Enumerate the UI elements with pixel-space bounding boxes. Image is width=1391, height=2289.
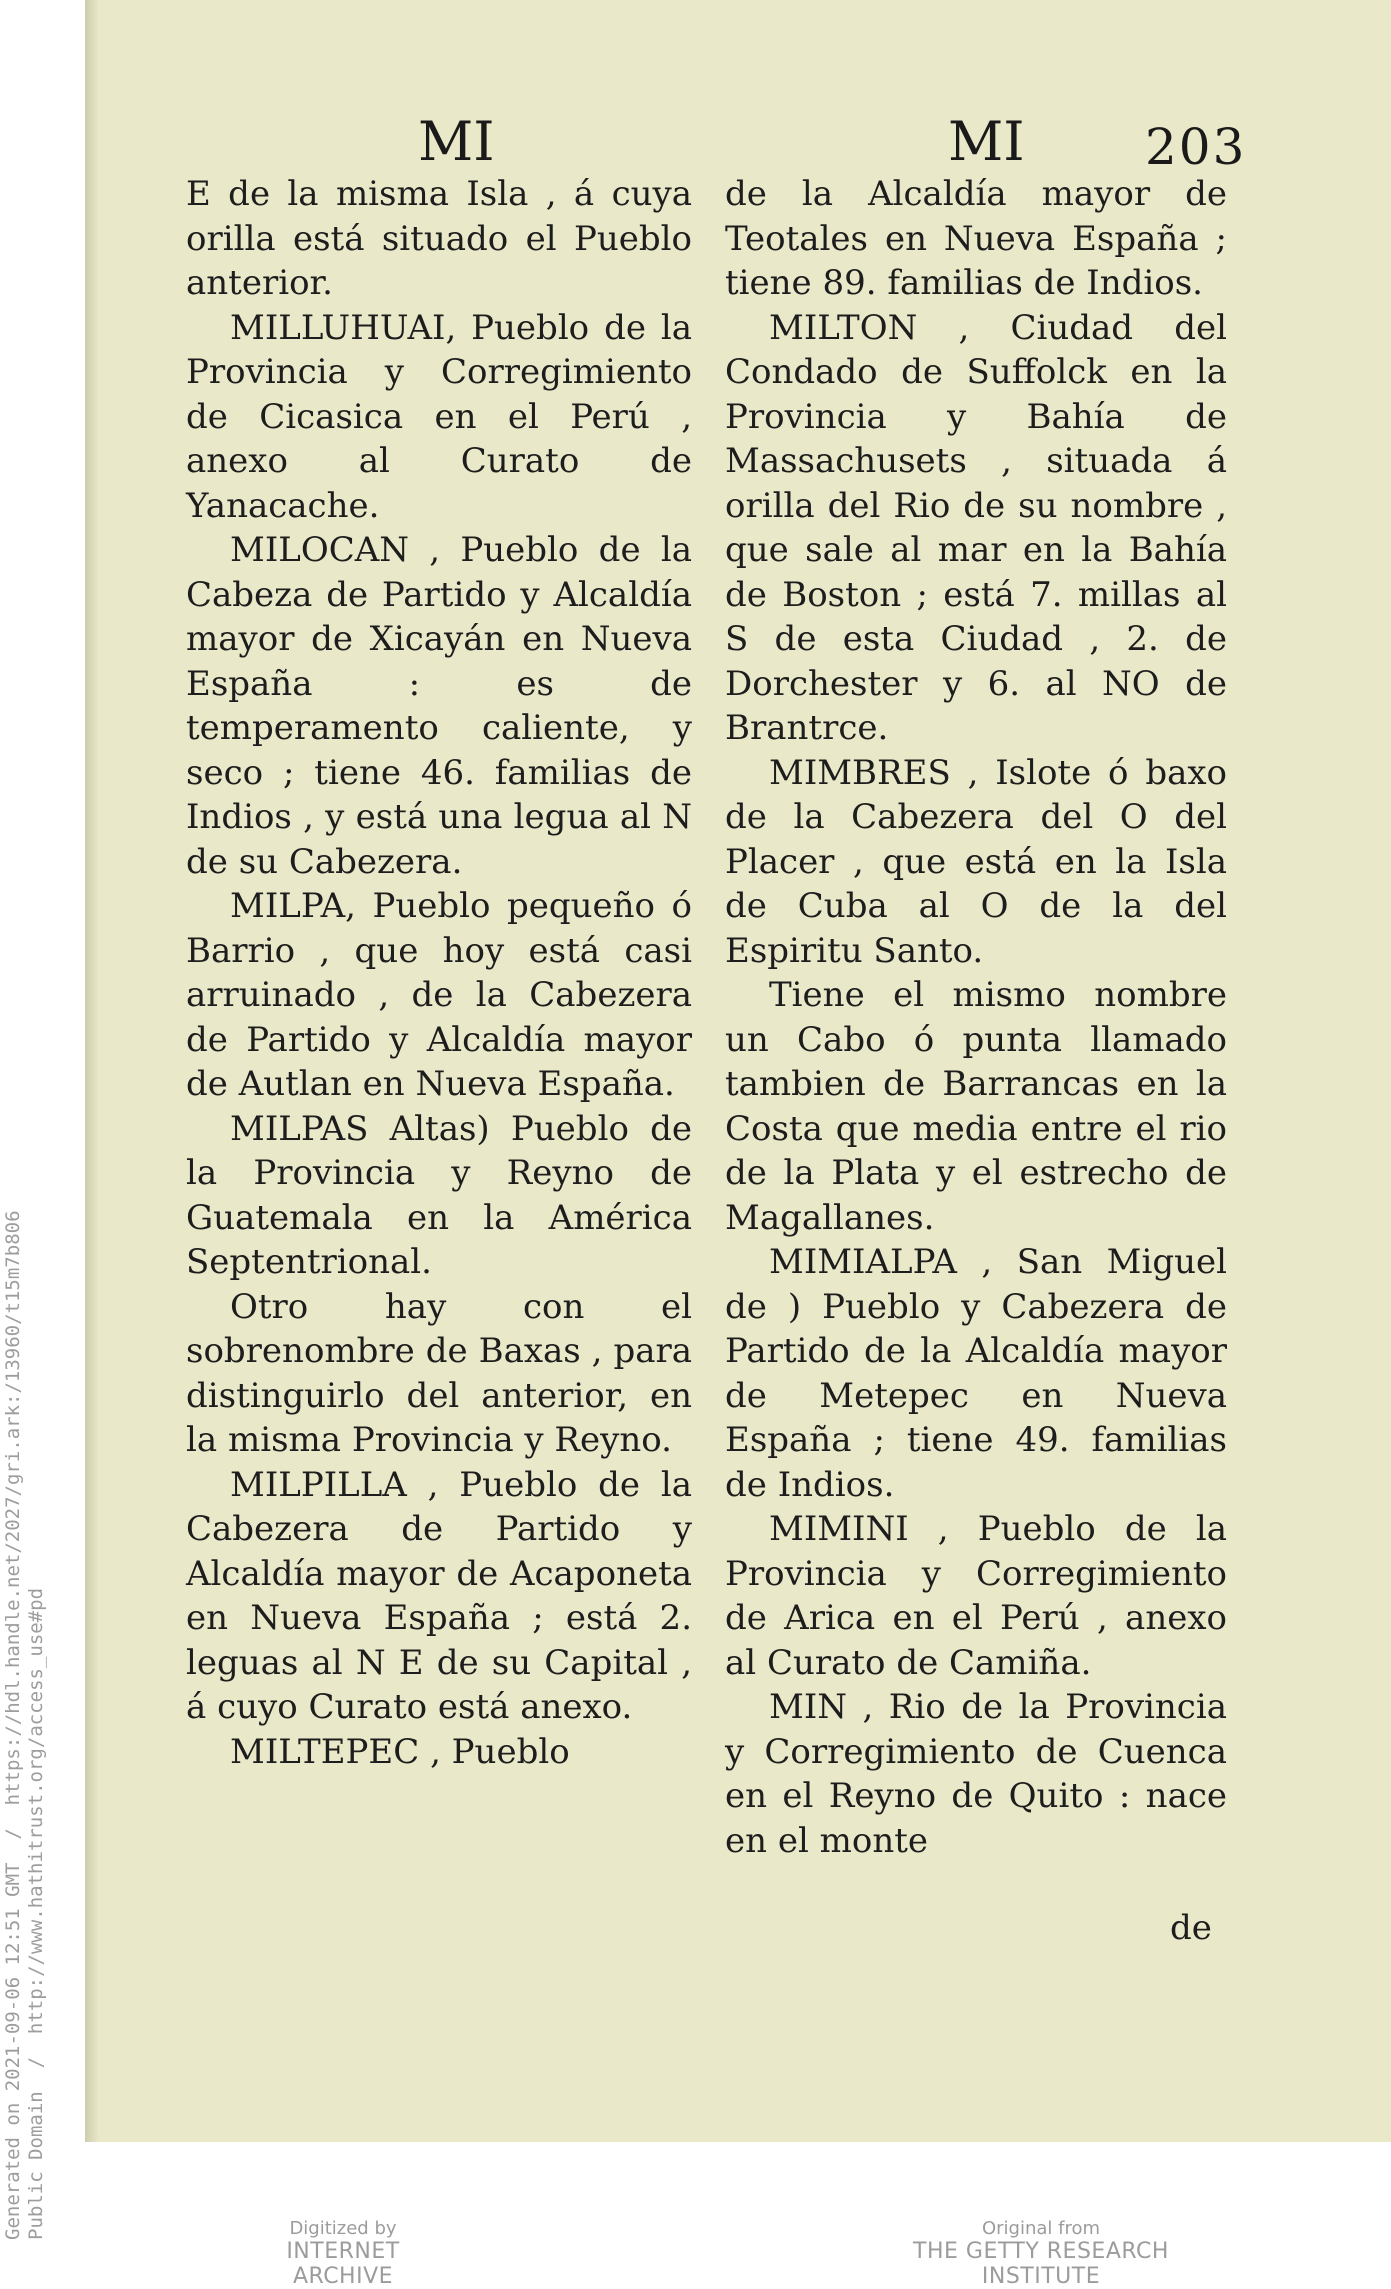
entry-paragraph: MIMINI , Pueblo de la Provincia y Corregimiento de Arica en el Perú , anexo al Curato de Camiña.: [725, 1509, 1227, 1683]
entry-paragraph: MIN , Rio de la Provincia y Corregimiento de Cuenca en el Reyno de Quito : nace en el monte: [725, 1687, 1227, 1861]
entry-paragraph: MILTEPEC , Pueblo: [230, 1731, 570, 1772]
entry-paragraph: MIMIALPA , San Miguel de ) Pueblo y Cabezera de Partido de la Alcaldía mayor de Metepec en Nueva España ; tiene 49. familias de Indios.: [725, 1242, 1227, 1505]
entry-paragraph: MILLUHUAI, Pueblo de la Provincia y Corregimiento de Cicasica en el Perú , anexo al Curato de Yanacache.: [186, 307, 692, 526]
page-number: 203: [1145, 118, 1247, 176]
running-head-right: MI: [948, 110, 1025, 173]
entry-paragraph: MILTON , Ciudad del Condado de Suffolck en la Provincia y Bahía de Massachusets , situada á orilla del Rio de su nombre , que sale al mar en la Bahía de Boston ; está 7. millas al S de esta Ciudad , 2. de Dorchester y 6. al NO de Brantrce.: [725, 307, 1227, 748]
left-text-column: [186, 172, 692, 1774]
getty-institute-text: THE GETTY RESEARCH INSTITUTE: [913, 2239, 1169, 2289]
entry-paragraph: MILPAS Altas) Pueblo de la Provincia y Reyno de Guatemala en la América Septentrional.: [186, 1108, 692, 1282]
footer-digitized-label: Digitized by: [289, 2218, 397, 2239]
entry-paragraph: MILPA, Pueblo pequeño ó Barrio , que hoy está casi arruinado , de la Cabezera de Partido y Alcaldía mayor de Autlan en Nueva España.: [186, 886, 692, 1104]
entry-paragraph: de la Alcaldía mayor de Teotales en Nueva España ; tiene 89. familias de Indios.: [725, 174, 1227, 303]
entry-paragraph: Otro hay con el sobrenombre de Baxas , para distinguirlo del anterior, en la misma Provincia y Reyno.: [186, 1286, 692, 1460]
hathitrust-side-note: Generated on 2021-09-06 12:51 GMT / https://hdl.handle.net/2027/gri.ark:/13960/t15m7b806 Public Domain / http://www.hathitrust.org/access_use#pd: [2, 1210, 47, 2240]
entry-paragraph: MILOCAN , Pueblo de la Cabeza de Partido y Alcaldía mayor de Xicayán en Nueva España : es de temperamento caliente, y seco ; tiene 46. familias de Indios , y está una legua al N de su Cabezera.: [186, 530, 692, 882]
footer-original-from: [856, 2218, 1226, 2289]
entry-paragraph: MILPILLA , Pueblo de la Cabezera de Partido y Alcaldía mayor de Acaponeta en Nueva España ; está 2. leguas al N E de su Capital , á cuyo Curato está anexo.: [186, 1464, 692, 1727]
entry-paragraph: E de la misma Isla , á cuya orilla está situado el Pueblo anterior.: [186, 174, 692, 303]
running-head-left: MI: [418, 110, 495, 173]
internet-archive-logo-text: INTERNET ARCHIVE: [286, 2239, 400, 2289]
entry-paragraph: Tiene el mismo nombre un Cabo ó punta llamado tambien de Barrancas en la Costa que media entre el rio de la Plata y el estrecho de Magallanes.: [725, 975, 1227, 1238]
entry-paragraph: MIMBRES , Islote ó baxo de la Cabezera del O del Placer , que está en la Isla de Cuba al O de la del Espiritu Santo.: [725, 752, 1227, 971]
catchword: de: [1170, 1908, 1212, 1948]
right-text-column: [725, 172, 1227, 1863]
footer-digitized-by: [238, 2218, 448, 2289]
footer-original-label: Original from: [981, 2218, 1101, 2239]
